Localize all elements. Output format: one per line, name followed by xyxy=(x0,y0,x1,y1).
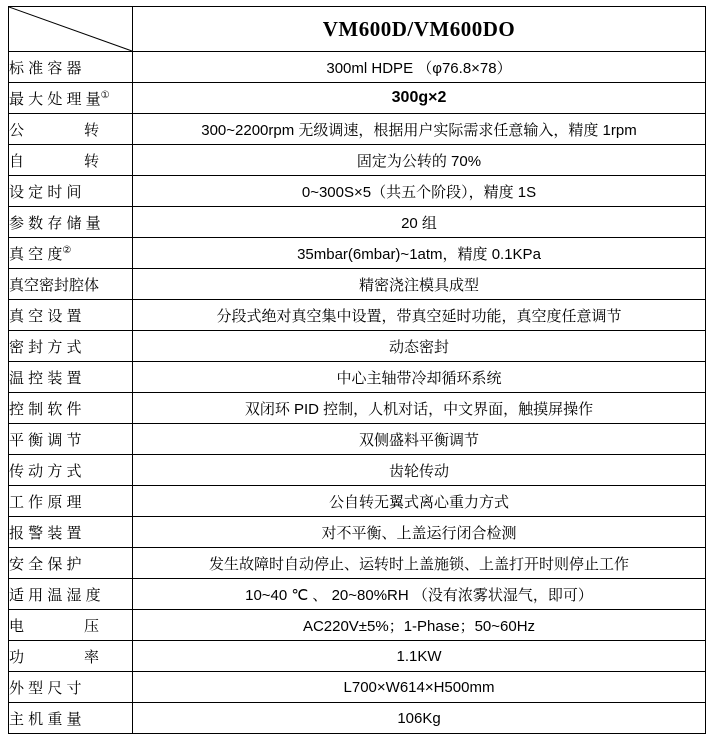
spec-value: 300g×2 xyxy=(133,83,706,114)
spec-label-text: 设 定 时 间 xyxy=(9,183,82,201)
spec-label xyxy=(9,238,133,269)
spec-value: 中心主轴带冷却循环系统 xyxy=(133,362,706,393)
spec-value: 对不平衡、上盖运行闭合检测 xyxy=(133,517,706,548)
spec-label-text: 密 封 方 式 xyxy=(9,338,82,356)
spec-label-text: 适 用 温 湿 度 xyxy=(9,586,101,604)
spec-label xyxy=(9,703,133,734)
table-row xyxy=(9,300,706,331)
spec-label-text: 最 大 处 理 量 xyxy=(9,90,101,108)
spec-label-text: 报 警 装 置 xyxy=(9,524,82,542)
spec-value: L700×W614×H500mm xyxy=(133,672,706,703)
table-row xyxy=(9,672,706,703)
spec-value: 0~300S×5（共五个阶段），精度 1S xyxy=(133,176,706,207)
spec-label xyxy=(9,579,133,610)
table-row xyxy=(9,145,706,176)
spec-label-text: 参 数 存 储 量 xyxy=(9,214,101,232)
spec-label-text: 主 机 重 量 xyxy=(9,710,82,728)
spec-label-footnote: ② xyxy=(62,244,72,256)
spec-value: 20 组 xyxy=(133,207,706,238)
spec-value: 齿轮传动 xyxy=(133,455,706,486)
table-row xyxy=(9,517,706,548)
spec-value: AC220V±5%；1-Phase；50~60Hz xyxy=(133,610,706,641)
spec-label xyxy=(9,207,133,238)
table-row xyxy=(9,238,706,269)
table-row xyxy=(9,424,706,455)
spec-label xyxy=(9,362,133,393)
model-title: VM600D/VM600DO xyxy=(133,7,706,52)
table-row xyxy=(9,610,706,641)
spec-value: 精密浇注模具成型 xyxy=(133,269,706,300)
table-row xyxy=(9,331,706,362)
table-body xyxy=(9,7,706,734)
spec-label-text: 控 制 软 件 xyxy=(9,400,82,418)
spec-value: 1.1KW xyxy=(133,641,706,672)
table-row xyxy=(9,176,706,207)
spec-label xyxy=(9,424,133,455)
spec-value: 300~2200rpm 无级调速，根据用户实际需求任意输入，精度 1rpm xyxy=(133,114,706,145)
table-row xyxy=(9,641,706,672)
specification-table xyxy=(8,6,706,734)
spec-label xyxy=(9,300,133,331)
spec-label xyxy=(9,331,133,362)
spec-label-text: 电 压 xyxy=(9,617,100,635)
spec-value: 发生故障时自动停止、运转时上盖施锁、上盖打开时则停止工作 xyxy=(133,548,706,579)
diagonal-line-icon xyxy=(9,7,132,51)
spec-label xyxy=(9,517,133,548)
table-row xyxy=(9,455,706,486)
spec-value: 35mbar(6mbar)~1atm，精度 0.1KPa xyxy=(133,238,706,269)
spec-value: 106Kg xyxy=(133,703,706,734)
table-row xyxy=(9,703,706,734)
table-row xyxy=(9,83,706,114)
table-header-row xyxy=(9,7,706,52)
spec-label xyxy=(9,52,133,83)
spec-label xyxy=(9,145,133,176)
spec-label xyxy=(9,114,133,145)
table-row xyxy=(9,114,706,145)
spec-label-text: 公 转 xyxy=(9,121,100,139)
spec-label xyxy=(9,610,133,641)
table-row xyxy=(9,548,706,579)
spec-value: 10~40 ℃ 、 20~80%RH （没有浓雾状湿气，即可） xyxy=(133,579,706,610)
spec-label-text: 自 转 xyxy=(9,152,100,170)
spec-value: 分段式绝对真空集中设置，带真空延时功能，真空度任意调节 xyxy=(133,300,706,331)
spec-label xyxy=(9,455,133,486)
spec-label xyxy=(9,176,133,207)
spec-value: 动态密封 xyxy=(133,331,706,362)
spec-value: 公自转无翼式离心重力方式 xyxy=(133,486,706,517)
table-row xyxy=(9,579,706,610)
spec-label-footnote: ① xyxy=(100,89,110,101)
spec-value: 双侧盛料平衡调节 xyxy=(133,424,706,455)
spec-label xyxy=(9,83,133,114)
table-row xyxy=(9,269,706,300)
spec-label-text: 平 衡 调 节 xyxy=(9,431,82,449)
table-row xyxy=(9,52,706,83)
spec-label xyxy=(9,672,133,703)
spec-label-text: 真 空 度 xyxy=(9,245,63,263)
table-row xyxy=(9,393,706,424)
spec-label-text: 温 控 装 置 xyxy=(9,369,82,387)
table-row xyxy=(9,207,706,238)
spec-label-text: 外 型 尺 寸 xyxy=(9,679,82,697)
spec-value: 300ml HDPE （φ76.8×78） xyxy=(133,52,706,83)
spec-label-text: 安 全 保 护 xyxy=(9,555,82,573)
spec-value: 双闭环 PID 控制，人机对话，中文界面，触摸屏操作 xyxy=(133,393,706,424)
spec-label xyxy=(9,641,133,672)
spec-label xyxy=(9,486,133,517)
table-row xyxy=(9,362,706,393)
spec-label xyxy=(9,269,133,300)
spec-label-text: 真 空 设 置 xyxy=(9,307,82,325)
spec-label-text: 功 率 xyxy=(9,648,100,666)
spec-label-text: 工 作 原 理 xyxy=(9,493,82,511)
table-row xyxy=(9,486,706,517)
spec-label-text: 标 准 容 器 xyxy=(9,59,82,77)
spec-label-text: 真空密封腔体 xyxy=(9,276,100,294)
spec-label xyxy=(9,548,133,579)
spec-label-text: 传 动 方 式 xyxy=(9,462,82,480)
spec-value: 固定为公转的 70% xyxy=(133,145,706,176)
spec-label xyxy=(9,393,133,424)
diagonal-header-cell xyxy=(9,7,133,52)
